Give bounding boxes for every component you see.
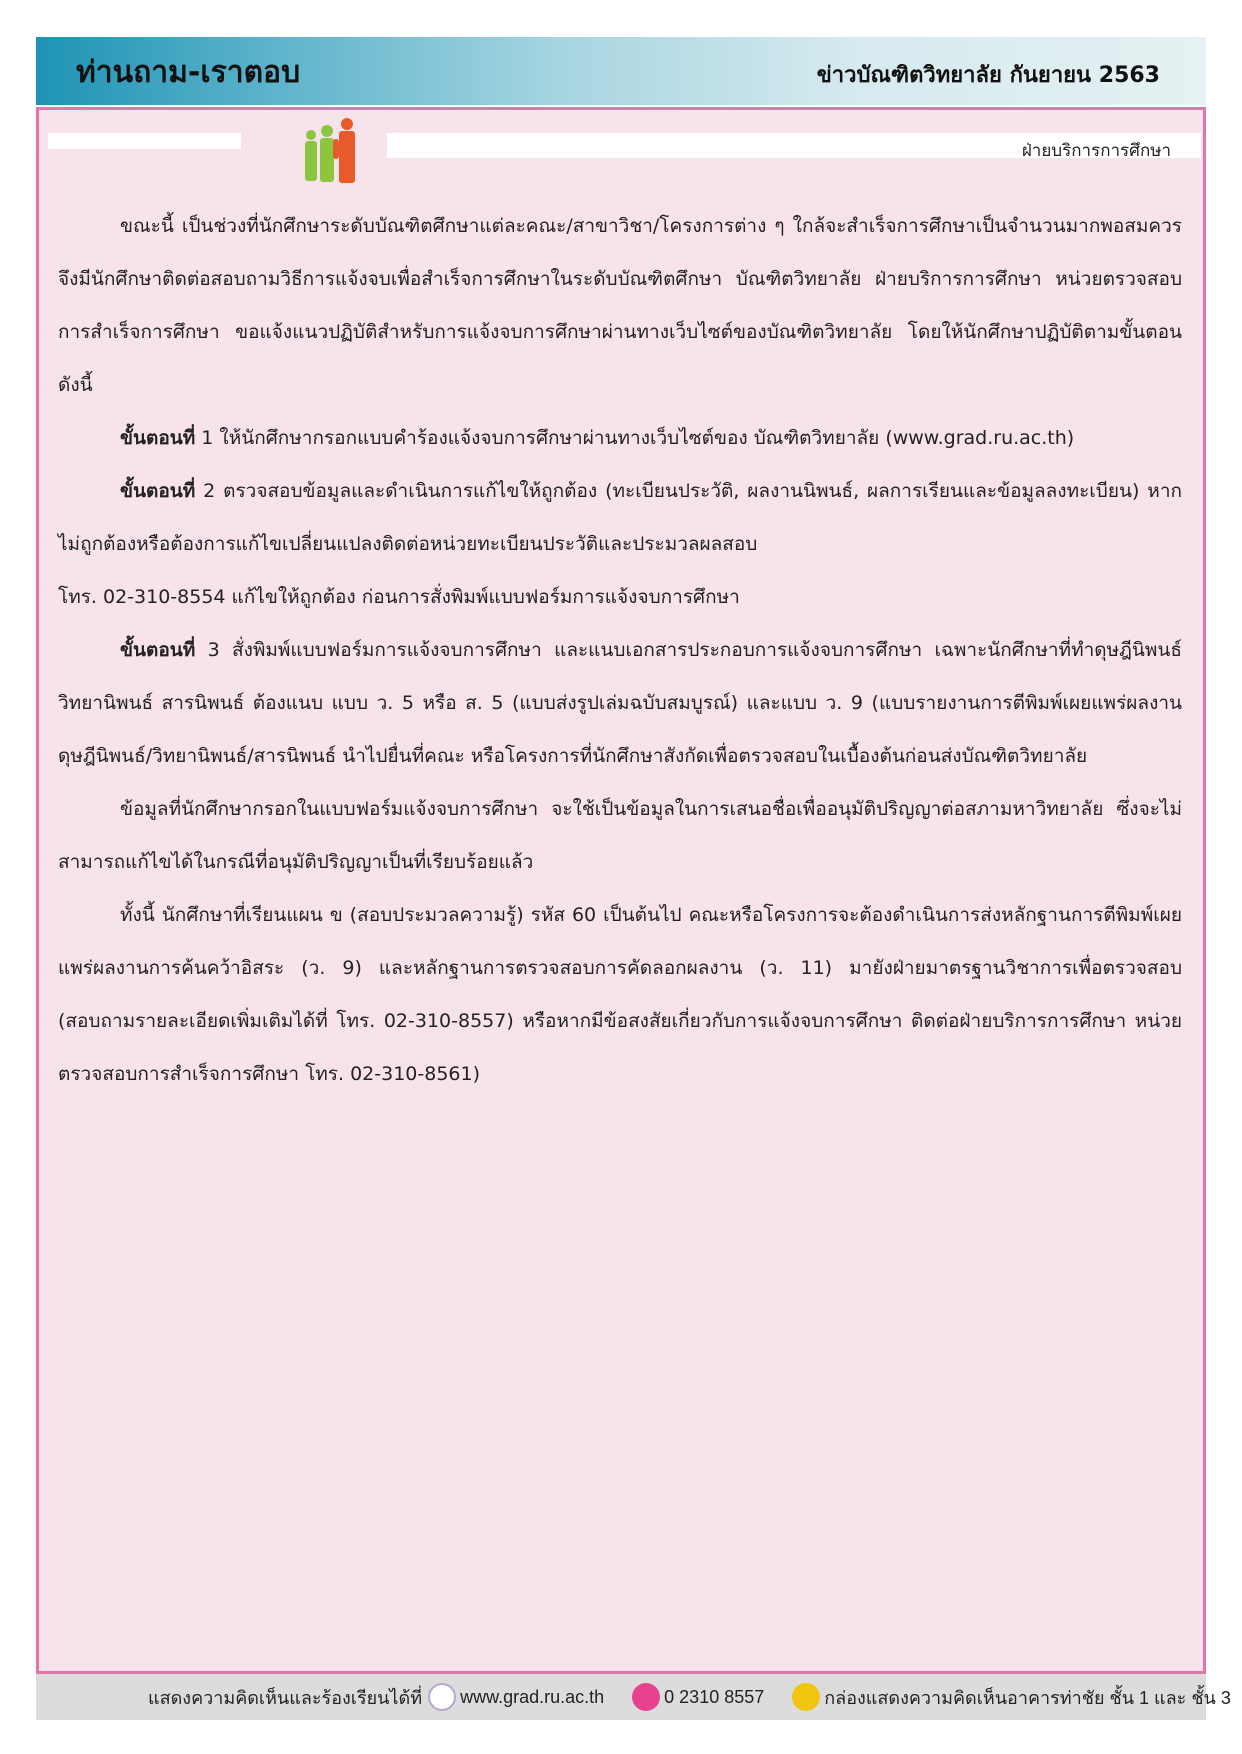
phone-icon: [632, 1683, 660, 1711]
suggestion-box-label: กล่องแสดงความคิดเห็นอาคารท่าชัย ชั้น 1 และ ชั้น 3: [824, 1687, 1231, 1708]
step-2-phone-line: โทร. 02-310-8554 แก้ไขให้ถูกต้อง ก่อนการสั่งพิมพ์แบบฟอร์มการแจ้งจบการศึกษา: [58, 586, 740, 608]
header-bar: [36, 37, 1206, 105]
feedback-label: แสดงความคิดเห็นและร้องเรียนได้ที่: [148, 1687, 423, 1708]
step-label: ขั้นตอนที่: [120, 480, 196, 502]
step-text: 3 สั่งพิมพ์แบบฟอร์มการแจ้งจบการศึกษา และแนบเอกสารประกอบการแจ้งจบการศึกษา เฉพาะนักศึกษาที่ทำดุษฎีนิพนธ์ วิทยานิพนธ์ สารนิพนธ์ ต้องแนบ แบบ ว. 5 หรือ ส. 5 (แบบส่งรูปเล่มฉบับสมบูรณ์) และแบบ ว. 9 (แบบรายงานการตีพิมพ์เผยแพร่ผลงานดุษฎีนิพนธ์/วิทยานิพนธ์/สารนิพนธ์ นำไปยื่นที่คณะ หรือโครงการที่นักศึกษาสังกัดเพื่อตรวจสอบในเบื้องต้นก่อนส่งบัณฑิตวิทยาลัย: [58, 639, 1182, 767]
footer-bar: [36, 1674, 1231, 1720]
step-2-paragraph: [58, 465, 1182, 571]
suggestion-box-icon: [792, 1683, 820, 1711]
step-text: 2 ตรวจสอบข้อมูลและดำเนินการแก้ไขให้ถูกต้อง (ทะเบียนประวัติ, ผลงานนิพนธ์, ผลการเรียนและข้อมูลลงทะเบียน) หากไม่ถูกต้องหรือต้องการแก้ไขเปลี่ยนแปลงติดต่อหน่วยทะเบียนประวัติและประมวลผลสอบ: [58, 480, 1182, 555]
plan-b-paragraph: ทั้งนี้ นักศึกษาที่เรียนแผน ข (สอบประมวลความรู้) รหัส 60 เป็นต้นไป คณะหรือโครงการจะต้องดำเนินการส่งหลักฐานการตีพิมพ์เผยแพร่ผลงานการค้นคว้าอิสระ (ว. 9) และหลักฐานการตรวจสอบการคัดลอกผลงาน (ว. 11) มายังฝ่ายมาตรฐานวิชาการเพื่อตรวจสอบ (สอบถามรายละเอียดเพิ่มเติมได้ที่ โทร. 02-310-8557) หรือหากมีข้อสงสัยเกี่ยวกับการแจ้งจบการศึกษา ติดต่อฝ่ายบริการการศึกษา หน่วยตรวจสอบการสำเร็จการศึกษา โทร. 02-310-8561): [58, 904, 1182, 1085]
web-icon: [428, 1683, 456, 1711]
intro-paragraph: ขณะนี้ เป็นช่วงที่นักศึกษาระดับบัณฑิตศึกษาแต่ละคณะ/สาขาวิชา/โครงการต่าง ๆ ใกล้จะสำเร็จการศึกษาเป็นจำนวนมากพอสมควร จึงมีนักศึกษาติดต่อสอบถามวิธีการแจ้งจบเพื่อสำเร็จการศึกษาในระดับบัณฑิตศึกษา บัณฑิตวิทยาลัย ฝ่ายบริการการศึกษา หน่วยตรวจสอบ การสำเร็จการศึกษา ขอแจ้งแนวปฏิบัติสำหรับการแจ้งจบการศึกษาผ่านทางเว็บไซต์ของบัณฑิตวิทยาลัย โดยให้นักศึกษาปฏิบัติตามขั้นตอน ดังนี้: [58, 215, 1182, 396]
department-label: ฝ่ายบริการการศึกษา: [1021, 141, 1171, 161]
step-1-paragraph: [58, 412, 1182, 465]
column-title: ท่านถาม-เราตอบ: [76, 55, 301, 90]
article-panel: [36, 107, 1206, 1674]
page: [36, 37, 1231, 1720]
article-body: [58, 200, 1182, 1101]
people-icon: [271, 117, 367, 189]
phone-number: 0 2310 8557: [664, 1686, 765, 1707]
step-label: ขั้นตอนที่: [120, 427, 196, 449]
decorative-strip: [48, 133, 241, 149]
footer-contact: [148, 1674, 1231, 1720]
step-text: 1 ให้นักศึกษากรอกแบบคำร้องแจ้งจบการศึกษาผ่านทางเว็บไซต์ของ บัณฑิตวิทยาลัย (www.grad.ru.ac.th): [195, 427, 1075, 449]
step-label: ขั้นตอนที่: [120, 639, 196, 661]
step-3-paragraph: [58, 624, 1182, 783]
data-note-paragraph: ข้อมูลที่นักศึกษากรอกในแบบฟอร์มแจ้งจบการศึกษา จะใช้เป็นข้อมูลในการเสนอชื่อเพื่ออนุมัติปริญญาต่อสภามหาวิทยาลัย ซึ่งจะไม่สามารถแก้ไขได้ในกรณีที่อนุมัติปริญญาเป็นที่เรียบร้อยแล้ว: [58, 798, 1182, 873]
issue-label: ข่าวบัณฑิตวิทยาลัย กันยายน 2563: [816, 63, 1160, 88]
website-link[interactable]: www.grad.ru.ac.th: [460, 1686, 605, 1707]
